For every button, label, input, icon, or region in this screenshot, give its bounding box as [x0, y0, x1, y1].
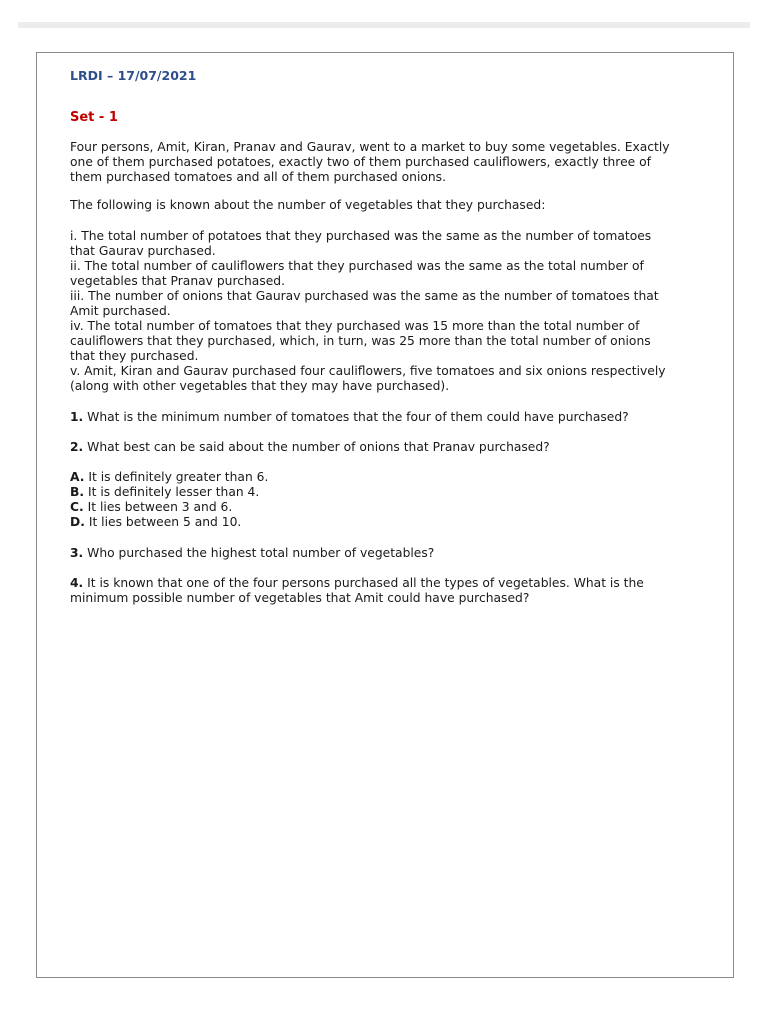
option-c	[70, 500, 670, 515]
question-3	[70, 546, 670, 561]
question-text: What is the minimum number of tomatoes that the four of them could have purchased?	[87, 410, 629, 424]
top-strip	[18, 22, 750, 28]
option-letter: C.	[70, 500, 84, 514]
question-2	[70, 440, 670, 455]
known-statement: The following is known about the number of vegetables that they purchased:	[70, 198, 546, 212]
option-d	[70, 515, 670, 530]
option-letter: D.	[70, 515, 85, 529]
fact-item: iii. The number of onions that Gaurav purchased was the same as the number of tomatoes that Amit purchased.	[70, 289, 659, 318]
document-content	[70, 68, 670, 621]
document-header: LRDI – 17/07/2021	[70, 68, 197, 83]
option-text: It lies between 5 and 10.	[88, 515, 242, 529]
fact-item: iv. The total number of tomatoes that they purchased was 15 more than the total number of cauliflowers that they purchased, which, in turn, was 25 more than the total number of onions that they purchased.	[70, 319, 651, 363]
option-b	[70, 485, 670, 500]
question-number: 4.	[70, 576, 84, 590]
intro-paragraph: Four persons, Amit, Kiran, Pranav and Gaurav, went to a market to buy some vegetables. Exactly one of them purchased potatoes, exactly two of them purchased cauliflowers, exactly three of them purchased tomatoes and all of them purchased onions.	[70, 140, 670, 184]
option-letter: B.	[70, 485, 85, 499]
option-letter: A.	[70, 470, 85, 484]
question-1	[70, 410, 670, 425]
question-4	[70, 576, 670, 606]
question-number: 2.	[70, 440, 84, 454]
option-text: It lies between 3 and 6.	[87, 500, 233, 514]
question-number: 1.	[70, 410, 84, 424]
fact-item: ii. The total number of cauliflowers that they purchased was the same as the total number of vegetables that Pranav purchased.	[70, 259, 644, 288]
facts-list	[70, 229, 670, 394]
option-a	[70, 470, 670, 485]
question-2-options	[70, 470, 670, 530]
fact-item: i. The total number of potatoes that they purchased was the same as the number of tomatoes that Gaurav purchased.	[70, 229, 652, 258]
question-text: Who purchased the highest total number of vegetables?	[87, 546, 435, 560]
set-title: Set - 1	[70, 110, 118, 125]
question-text: What best can be said about the number of onions that Pranav purchased?	[87, 440, 550, 454]
option-text: It is definitely lesser than 4.	[87, 485, 260, 499]
option-text: It is definitely greater than 6.	[88, 470, 269, 484]
question-number: 3.	[70, 546, 84, 560]
fact-item: v. Amit, Kiran and Gaurav purchased four cauliflowers, five tomatoes and six onions respectively (along with other vegetables that they may have purchased).	[70, 364, 666, 393]
question-text: It is known that one of the four persons purchased all the types of vegetables. What is the minimum possible number of vegetables that Amit could have purchased?	[70, 576, 644, 605]
